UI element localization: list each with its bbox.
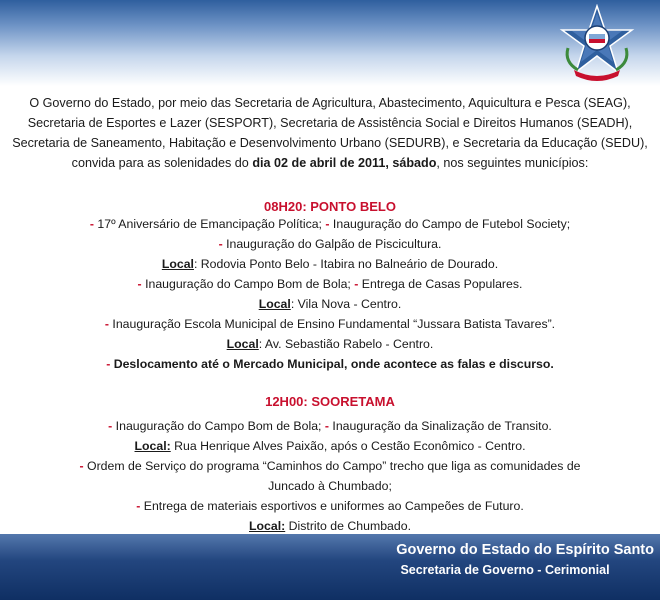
bullet-dash: -	[136, 499, 141, 513]
location-text: Distrito de Chumbado.	[285, 519, 411, 533]
agenda-item-closing: Deslocamento até o Mercado Municipal, onde acontece as falas e discurso.	[110, 357, 554, 371]
agenda-line	[0, 456, 660, 476]
intro-text-1: O Governo do Estado, por meio das Secretaria de Agricultura, Abastecimento, Aquicultura e Pesca (SEAG), Secretaria de Esportes e Lazer (SESPORT), Secretaria de Assistência Social e Direitos Humanos (SEADH), Secretaria de Saneamento, Habitação e Desenvolvimento Urbano (SEDURB), e Secretaria da Educação (SEDU), convida para as solenidades do	[12, 96, 648, 170]
bullet-dash: -	[325, 217, 330, 231]
bullet-dash: -	[137, 277, 142, 291]
local-label: Local:	[134, 439, 171, 453]
invitation-paragraph	[8, 93, 652, 173]
agenda-line	[0, 416, 660, 436]
agenda-line	[0, 274, 660, 294]
agenda-item: Inauguração do Campo Bom de Bola;	[112, 419, 325, 433]
bullet-dash: -	[89, 217, 94, 231]
section-title-sooretama: 12H00: SOORETAMA	[265, 394, 395, 409]
agenda-line	[0, 436, 660, 456]
agenda-item: Inauguração do Campo de Futebol Society;	[329, 217, 571, 231]
local-label: Local:	[249, 519, 286, 533]
local-label: Local	[161, 257, 194, 271]
location-text: : Vila Nova - Centro.	[290, 297, 402, 311]
location-text: Rua Henrique Alves Paixão, após o Cestão Econômico - Centro.	[170, 439, 526, 453]
footer-title: Governo do Estado do Espírito Santo	[396, 542, 654, 558]
sooretama-agenda	[0, 416, 660, 536]
agenda-line	[0, 214, 660, 234]
agenda-line	[0, 334, 660, 354]
agenda-item: Inauguração do Campo Bom de Bola;	[141, 277, 355, 291]
agenda-item: Entrega de materiais esportivos e uniformes ao Campeões de Futuro.	[140, 499, 524, 513]
bullet-dash: -	[106, 357, 111, 371]
agenda-line	[0, 234, 660, 254]
agenda-item: Entrega de Casas Populares.	[358, 277, 523, 291]
agenda-item: Inauguração da Sinalização de Transito.	[328, 419, 552, 433]
agenda-line	[0, 254, 660, 274]
agenda-item: Inauguração Escola Municipal de Ensino Fundamental “Jussara Batista Tavares”.	[108, 317, 556, 331]
local-label: Local	[258, 297, 291, 311]
state-coat-of-arms-icon	[558, 4, 636, 84]
section-title-ponto-belo: 08H20: PONTO BELO	[264, 199, 396, 214]
ponto-belo-agenda	[0, 214, 660, 374]
agenda-line	[0, 314, 660, 334]
bullet-dash: -	[108, 419, 113, 433]
footer-subtitle: Secretaria de Governo - Cerimonial	[400, 563, 610, 577]
agenda-line	[0, 496, 660, 516]
bullet-dash: -	[79, 459, 84, 473]
agenda-item-continuation: Juncado à Chumbado;	[268, 479, 392, 493]
agenda-item: Ordem de Serviço do programa “Caminhos do Campo” trecho que liga as comunidades de	[83, 459, 581, 473]
agenda-line	[0, 476, 660, 496]
agenda-line	[0, 294, 660, 314]
bullet-dash: -	[324, 419, 329, 433]
agenda-item: Inauguração do Galpão de Piscicultura.	[222, 237, 442, 251]
agenda-line	[0, 354, 660, 374]
intro-text-2: , nos seguintes municípios:	[436, 156, 589, 170]
location-text: : Av. Sebastião Rabelo - Centro.	[258, 337, 434, 351]
local-label: Local	[226, 337, 259, 351]
agenda-item: 17º Aniversário de Emancipação Política;	[93, 217, 326, 231]
bullet-dash: -	[218, 237, 223, 251]
event-date: dia 02 de abril de 2011, sábado	[252, 156, 437, 170]
agenda-line	[0, 516, 660, 536]
location-text: : Rodovia Ponto Belo - Itabira no Balneário de Dourado.	[193, 257, 499, 271]
bullet-dash: -	[354, 277, 359, 291]
bullet-dash: -	[104, 317, 109, 331]
